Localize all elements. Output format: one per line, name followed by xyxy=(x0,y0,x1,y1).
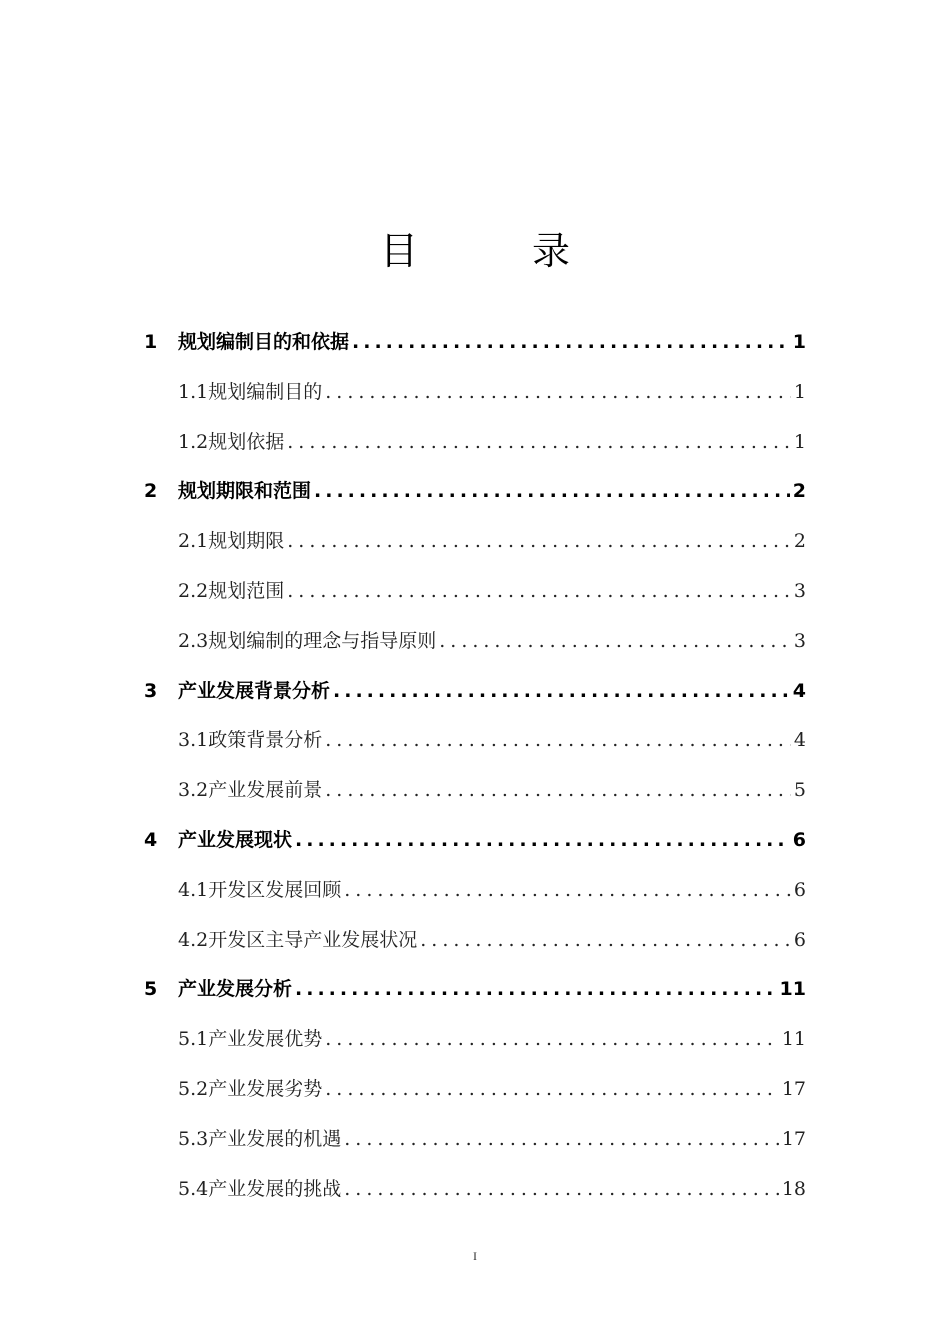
toc-entry-page: 17 xyxy=(781,1078,806,1100)
toc-entry-number: 4 xyxy=(144,829,158,851)
toc-section-entry[interactable] xyxy=(178,376,806,408)
toc-entry-number: 2.1 xyxy=(178,530,209,553)
toc-entry-title: 规划编制的理念与指导原则 xyxy=(208,629,437,652)
toc-dot-leader xyxy=(314,475,790,507)
toc-entry-page: 1 xyxy=(793,430,806,453)
page-title: 目 录 xyxy=(379,229,608,273)
toc-entry-page: 6 xyxy=(792,829,806,851)
toc-dot-leader xyxy=(333,675,790,707)
toc-entry-page: 4 xyxy=(792,679,806,702)
toc-entry-number: 5.3 xyxy=(178,1127,209,1150)
toc-dot-leader xyxy=(295,824,790,856)
toc-entry-title: 规划范围 xyxy=(208,580,285,602)
toc-entry-number: 5 xyxy=(144,978,158,1001)
toc-dot-leader xyxy=(439,625,791,657)
toc-section-entry[interactable] xyxy=(178,575,806,607)
toc-dot-leader xyxy=(287,525,791,557)
toc-entry-title: 产业发展的挑战 xyxy=(208,1177,342,1200)
toc-entry-title: 产业发展背景分析 xyxy=(178,679,331,702)
toc-entry-page: 6 xyxy=(793,878,806,901)
toc-dot-leader xyxy=(325,724,791,756)
toc-entry-title: 规划编制目的 xyxy=(208,380,323,403)
page-number: I xyxy=(473,1249,477,1263)
toc-entry-title: 产业发展现状 xyxy=(178,829,293,851)
toc-entry-title: 规划期限 xyxy=(208,530,285,553)
toc-chapter-entry[interactable] xyxy=(144,675,806,707)
toc-entry-number: 2.2 xyxy=(178,580,209,602)
toc-chapter-entry[interactable] xyxy=(144,475,806,507)
toc-entry-page: 11 xyxy=(779,978,806,1001)
toc-entry-title: 开发区发展回顾 xyxy=(208,878,342,901)
toc-entry-number: 3 xyxy=(144,679,158,702)
toc-entry-number: 5.4 xyxy=(178,1177,209,1200)
toc-entry-title: 规划期限和范围 xyxy=(178,480,312,503)
toc-entry-page: 17 xyxy=(781,1127,806,1150)
toc-section-entry[interactable] xyxy=(178,1123,806,1155)
toc-chapter-entry[interactable] xyxy=(144,973,806,1005)
toc-entry-number: 4.2 xyxy=(178,928,209,951)
toc-dot-leader xyxy=(352,326,790,358)
toc-section-entry[interactable] xyxy=(178,525,806,557)
toc-entry-number: 4.1 xyxy=(178,878,209,901)
toc-section-entry[interactable] xyxy=(178,426,806,458)
toc-dot-leader xyxy=(295,973,777,1005)
toc-entry-page: 11 xyxy=(781,1028,806,1051)
toc-entry-title: 产业发展优势 xyxy=(208,1028,323,1051)
toc-entry-number: 5.2 xyxy=(178,1078,209,1100)
toc-entry-title: 开发区主导产业发展状况 xyxy=(208,928,418,951)
toc-entry-title: 规划编制目的和依据 xyxy=(178,331,350,353)
toc-section-entry[interactable] xyxy=(178,874,806,906)
toc-entry-page: 1 xyxy=(792,331,806,353)
toc-entry-title: 政策背景分析 xyxy=(208,729,323,752)
toc-entry-number: 2.3 xyxy=(178,629,209,652)
toc-entry-number: 5.1 xyxy=(178,1028,209,1051)
toc-entry-page: 1 xyxy=(793,380,806,403)
toc-dot-leader xyxy=(420,924,791,956)
toc-entry-page: 18 xyxy=(781,1177,806,1200)
toc-dot-leader xyxy=(325,376,791,408)
toc-entry-title: 产业发展的机遇 xyxy=(208,1127,342,1150)
toc-entry-title: 产业发展分析 xyxy=(178,978,293,1001)
toc-dot-leader xyxy=(325,774,791,806)
toc-chapter-entry[interactable] xyxy=(144,824,806,856)
toc-section-entry[interactable] xyxy=(178,1173,806,1205)
toc-entry-page: 5 xyxy=(793,779,806,802)
toc-section-entry[interactable] xyxy=(178,724,806,756)
toc-entry-page: 2 xyxy=(792,480,806,503)
toc-entry-number: 3.1 xyxy=(178,729,209,752)
toc-entry-number: 1.1 xyxy=(178,380,209,403)
toc-entry-number: 2 xyxy=(144,480,158,503)
toc-entry-page: 2 xyxy=(793,530,806,553)
toc-entry-title: 产业发展前景 xyxy=(208,779,323,802)
toc-section-entry[interactable] xyxy=(178,774,806,806)
toc-entry-page: 6 xyxy=(793,928,806,951)
toc-entry-number: 1.2 xyxy=(178,430,209,453)
toc-entry-title: 规划依据 xyxy=(208,430,285,453)
toc-dot-leader xyxy=(344,874,791,906)
toc-entry-title: 产业发展劣势 xyxy=(208,1078,323,1100)
toc-dot-leader xyxy=(287,426,791,458)
toc-section-entry[interactable] xyxy=(178,1023,806,1055)
toc-chapter-entry[interactable] xyxy=(144,326,806,358)
toc-entry-number: 3.2 xyxy=(178,779,209,802)
toc-section-entry[interactable] xyxy=(178,1073,806,1105)
toc-entry-page: 3 xyxy=(793,580,806,602)
toc-dot-leader xyxy=(344,1173,779,1205)
toc-dot-leader xyxy=(344,1123,779,1155)
toc-entry-number: 1 xyxy=(144,331,158,353)
toc-dot-leader xyxy=(287,575,791,607)
toc-section-entry[interactable] xyxy=(178,924,806,956)
toc-dot-leader xyxy=(325,1073,779,1105)
toc-section-entry[interactable] xyxy=(178,625,806,657)
toc-entry-page: 4 xyxy=(793,729,806,752)
toc-entry-page: 3 xyxy=(793,629,806,652)
toc-dot-leader xyxy=(325,1023,779,1055)
